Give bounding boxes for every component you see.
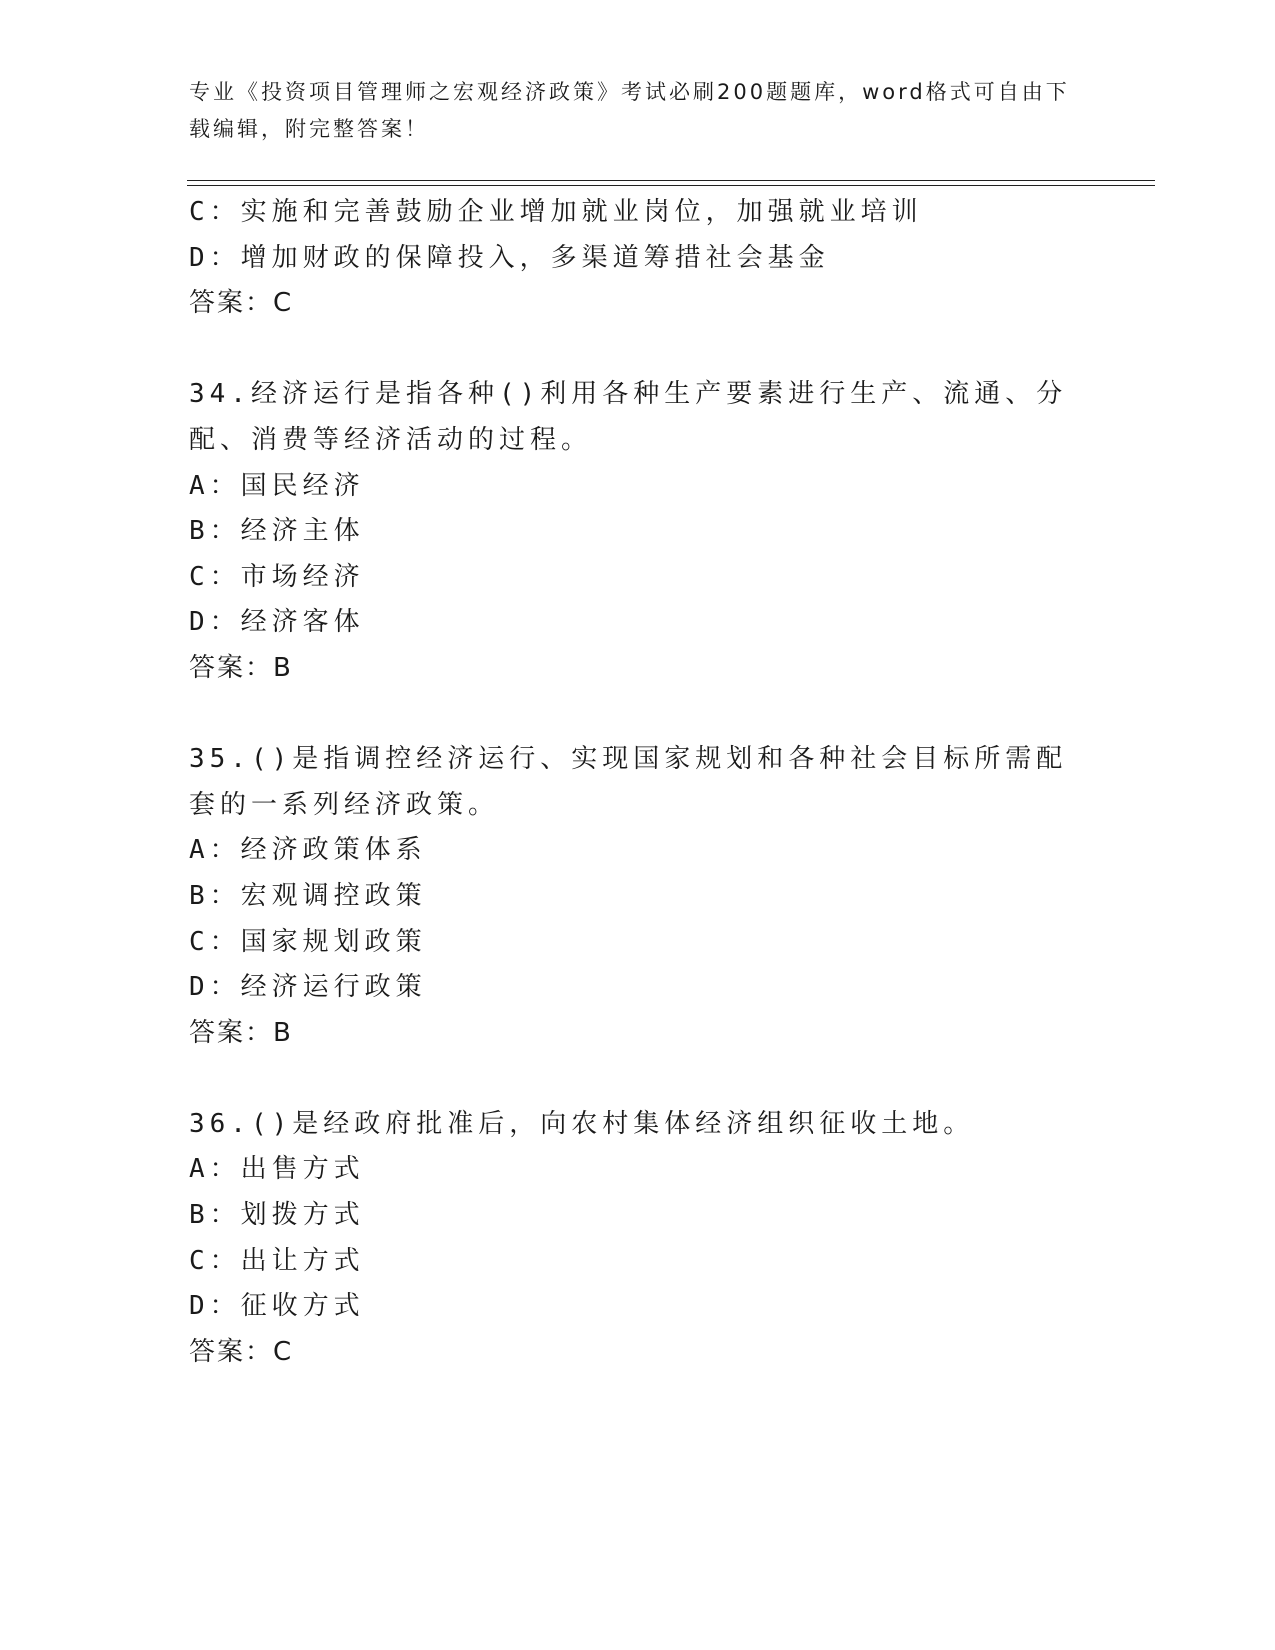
answer: 答案：C [189,1336,294,1367]
option-a: A：国民经济 [189,470,365,501]
question-33-tail [189,190,1089,327]
option-d: D：征收方式 [189,1291,365,1322]
answer: 答案：B [189,1017,293,1048]
option-b: B：经济主体 [189,516,365,547]
question-text: 36.()是经政府批准后，向农村集体经济组织征收土地。 [189,1108,975,1139]
question-34 [189,372,1089,691]
option-c: C：实施和完善鼓励企业增加就业岗位，加强就业培训 [189,197,923,227]
spacer [189,1056,1089,1102]
option-a: A：出售方式 [189,1154,365,1185]
header-divider-top [187,180,1155,181]
option-c: C：市场经济 [189,561,365,592]
option-c: C：出让方式 [189,1245,365,1276]
spacer [189,692,1089,738]
header-divider-bottom [187,185,1155,186]
option-c: C：国家规划政策 [189,926,427,957]
question-35 [189,737,1089,1056]
answer: 答案：C [189,288,294,319]
option-b: B：宏观调控政策 [189,880,427,911]
answer: 答案：B [189,652,293,683]
option-d: D：经济运行政策 [189,972,427,1003]
question-list [189,190,1089,1375]
question-text: 34.经济运行是指各种()利用各种生产要素进行生产、流通、分配、消费等经济活动的过程。 [189,379,1068,455]
option-b: B：划拨方式 [189,1200,365,1231]
option-d: D：经济客体 [189,607,365,638]
spacer [189,327,1089,373]
question-36 [189,1102,1089,1376]
option-d: D：增加财政的保障投入，多渠道筹措社会基金 [189,242,830,273]
question-text: 35.()是指调控经济运行、实现国家规划和各种社会目标所需配套的一系列经济政策。 [189,744,1068,820]
option-a: A：经济政策体系 [189,835,427,866]
document-header: 专业《投资项目管理师之宏观经济政策》考试必刷200题题库，word格式可自由下载编辑，附完整答案！ [189,80,1070,141]
